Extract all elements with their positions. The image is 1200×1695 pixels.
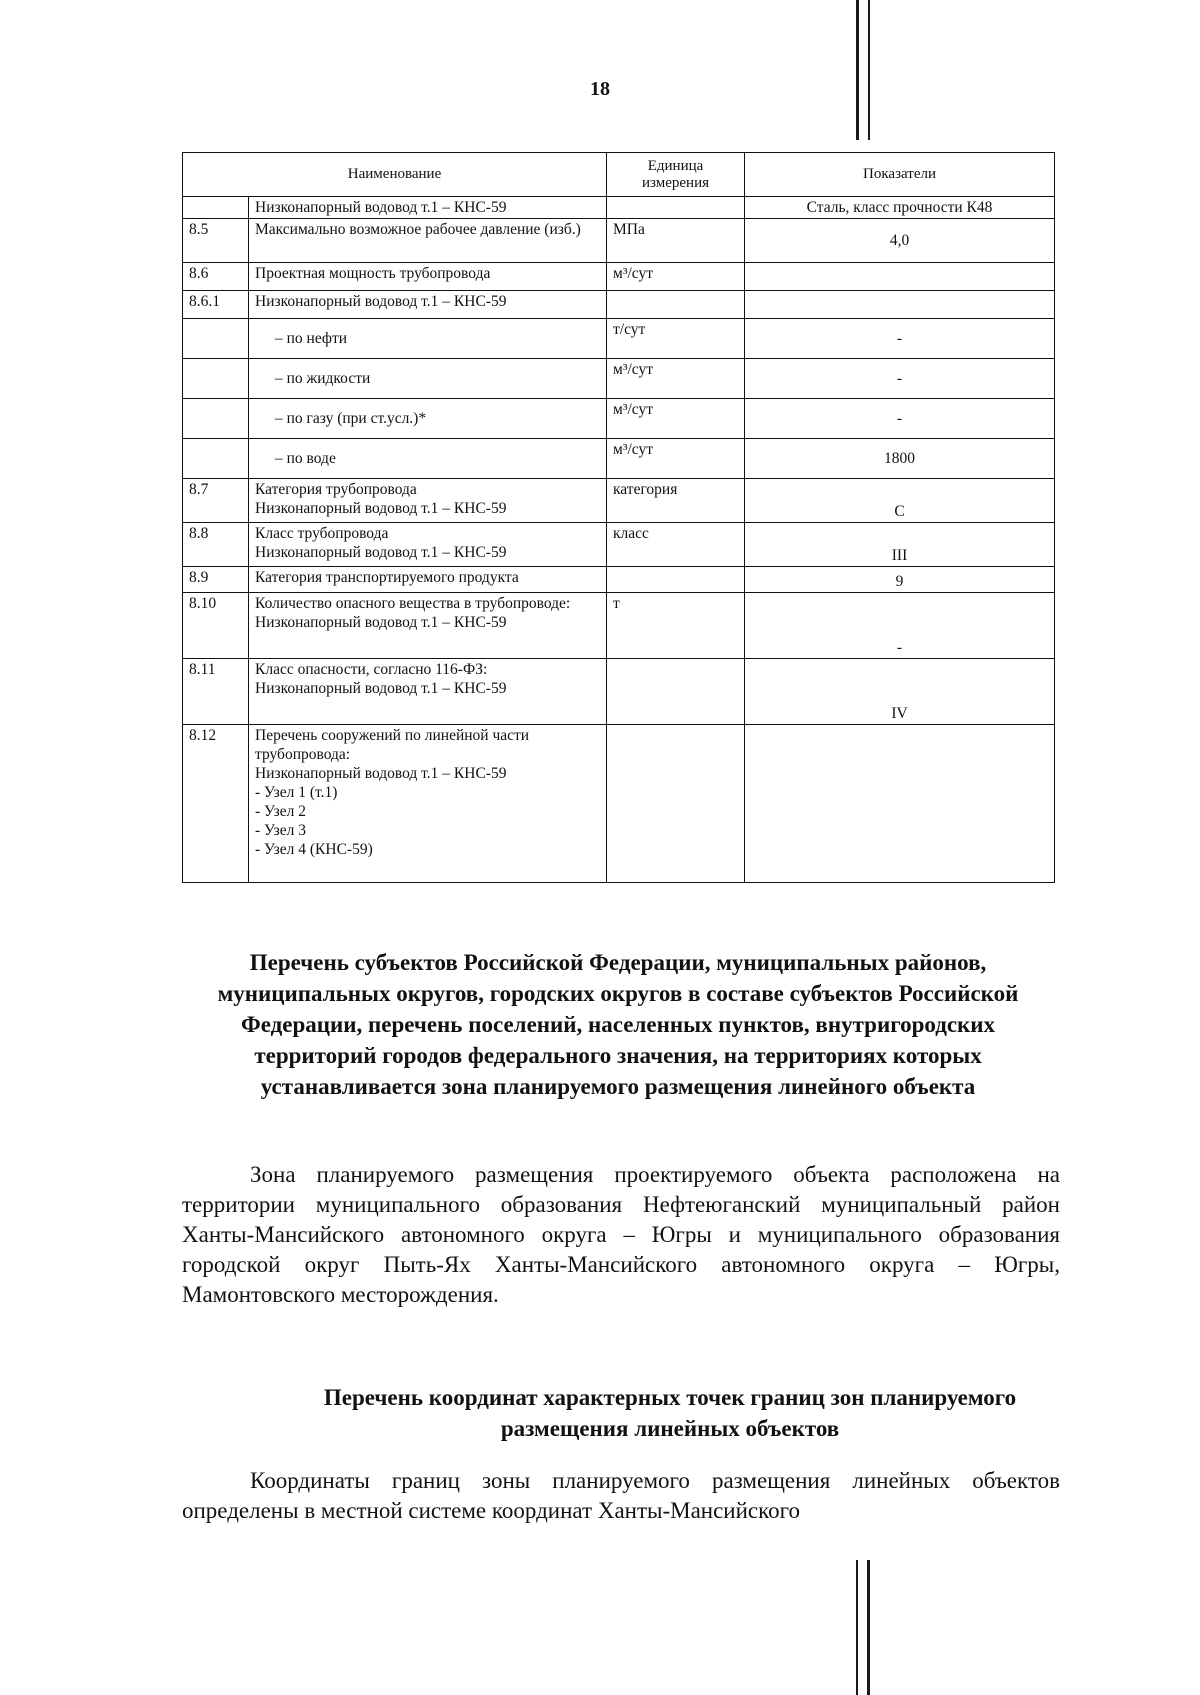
- row-unit: т/сут: [607, 319, 745, 359]
- row-value: IV: [745, 659, 1055, 725]
- row-unit: категория: [607, 479, 745, 523]
- row-number: [183, 197, 249, 219]
- scan-artifact-line: [856, 1560, 858, 1695]
- row-value: -: [745, 593, 1055, 659]
- row-value: -: [745, 399, 1055, 439]
- row-name: – по газу (при ст.усл.)*: [249, 399, 607, 439]
- row-value: -: [745, 319, 1055, 359]
- row-name: Максимально возможное рабочее давление (изб.): [249, 219, 607, 263]
- table-row: [183, 359, 1055, 399]
- row-name: – по жидкости: [249, 359, 607, 399]
- table-row: [183, 439, 1055, 479]
- row-unit: класс: [607, 523, 745, 567]
- table-row: [183, 593, 1055, 659]
- row-unit: м³/сут: [607, 359, 745, 399]
- row-value: III: [745, 523, 1055, 567]
- table-row: [183, 319, 1055, 359]
- row-name: Низконапорный водовод т.1 – КНС-59: [249, 291, 607, 319]
- row-number: 8.6.1: [183, 291, 249, 319]
- row-number: 8.8: [183, 523, 249, 567]
- row-unit: МПа: [607, 219, 745, 263]
- section-heading-territories: Перечень субъектов Российской Федерации, муниципальных районов, муниципальных округов, городских округов в составе субъектов Российской Федерации, перечень поселений, населенных пунктов, внутригородских территорий городов федерального значения, на территориях которых устанавливается зона планируемого размещения линейного объекта: [217, 950, 1019, 1099]
- row-value: 4,0: [745, 219, 1055, 263]
- header-unit: Единица измерения: [607, 153, 745, 197]
- section-heading-coordinates: Перечень координат характерных точек границ зон планируемого размещения линейных объектов: [323, 1385, 1017, 1441]
- scan-artifact-line: [856, 0, 859, 140]
- row-unit: м³/сут: [607, 399, 745, 439]
- row-number: 8.9: [183, 567, 249, 593]
- row-value: [745, 291, 1055, 319]
- row-unit: [607, 567, 745, 593]
- row-name: Класс опасности, согласно 116-ФЗ: Низконапорный водовод т.1 – КНС-59: [249, 659, 607, 725]
- table-row: [183, 291, 1055, 319]
- header-name: Наименование: [183, 153, 607, 197]
- row-unit: т: [607, 593, 745, 659]
- scan-artifact-line: [868, 0, 870, 140]
- table-row: [183, 399, 1055, 439]
- table-row: [183, 479, 1055, 523]
- row-name: Перечень сооружений по линейной части трубопровода: Низконапорный водовод т.1 – КНС-59 - Узел 1 (т.1) - Узел 2 - Узел 3 - Узел 4 (КНС-59): [249, 725, 607, 883]
- row-unit: [607, 659, 745, 725]
- table-row: [183, 219, 1055, 263]
- row-number: 8.7: [183, 479, 249, 523]
- specifications-table: [182, 152, 1055, 883]
- row-number: 8.12: [183, 725, 249, 883]
- table-row: [183, 263, 1055, 291]
- row-name: Категория трубопровода Низконапорный водовод т.1 – КНС-59: [249, 479, 607, 523]
- row-number: [183, 359, 249, 399]
- row-number: [183, 399, 249, 439]
- scan-artifact-line: [867, 1560, 870, 1695]
- row-number: [183, 439, 249, 479]
- row-value: [745, 263, 1055, 291]
- row-unit: м³/сут: [607, 263, 745, 291]
- row-unit: [607, 725, 745, 883]
- row-value: С: [745, 479, 1055, 523]
- row-name: Проектная мощность трубопровода: [249, 263, 607, 291]
- row-value: [745, 725, 1055, 883]
- table-row: [183, 567, 1055, 593]
- row-name: Низконапорный водовод т.1 – КНС-59: [249, 197, 607, 219]
- table-row: [183, 523, 1055, 567]
- table-row: [183, 197, 1055, 219]
- table-header-row: [183, 153, 1055, 197]
- row-name: – по нефти: [249, 319, 607, 359]
- row-number: 8.5: [183, 219, 249, 263]
- row-value: 1800: [745, 439, 1055, 479]
- row-number: 8.10: [183, 593, 249, 659]
- row-unit: [607, 291, 745, 319]
- row-name: Категория транспортируемого продукта: [249, 567, 607, 593]
- header-value: Показатели: [745, 153, 1055, 197]
- row-value: -: [745, 359, 1055, 399]
- row-value: 9: [745, 567, 1055, 593]
- row-number: 8.6: [183, 263, 249, 291]
- row-name: Количество опасного вещества в трубопроводе: Низконапорный водовод т.1 – КНС-59: [249, 593, 607, 659]
- table-row: [183, 659, 1055, 725]
- row-number: [183, 319, 249, 359]
- paragraph-zone-location: Зона планируемого размещения проектируемого объекта расположена на территории муниципального образования Нефтеюганский муниципальный район Ханты-Мансийского автономного округа – Югры и муниципального образования городской округ Пыть-Ях Ханты-Мансийского автономного округа – Югры, Мамонтовского месторождения.: [182, 1162, 1060, 1307]
- row-value: Сталь, класс прочности К48: [745, 197, 1055, 219]
- row-unit: м³/сут: [607, 439, 745, 479]
- row-name: Класс трубопровода Низконапорный водовод т.1 – КНС-59: [249, 523, 607, 567]
- row-number: 8.11: [183, 659, 249, 725]
- table-row: [183, 725, 1055, 883]
- paragraph-coordinates: Координаты границ зоны планируемого размещения линейных объектов определены в местной системе координат Ханты-Мансийского: [182, 1468, 1060, 1523]
- row-unit: [607, 197, 745, 219]
- row-name: – по воде: [249, 439, 607, 479]
- page-number: 18: [590, 78, 610, 100]
